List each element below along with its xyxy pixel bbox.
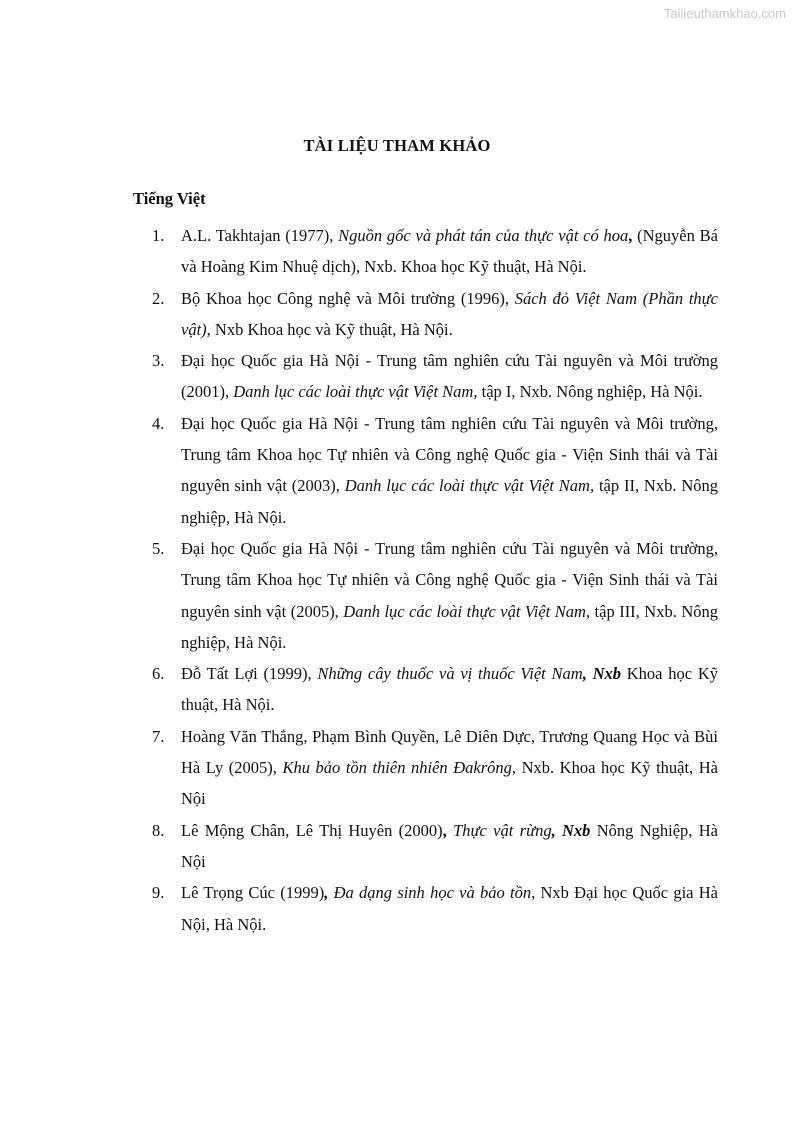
- reference-title: Danh lục các loài thực vật Việt Nam,: [233, 382, 478, 402]
- reference-item-7: [0, 721, 794, 815]
- reference-publisher: , Nxb. Khoa học Kỹ thuật, Hà Nội: [181, 758, 718, 809]
- reference-authors: A.L. Takhtajan (1977),: [181, 226, 339, 245]
- reference-item-3: [0, 345, 794, 408]
- reference-title: Khu bảo tồn thiên nhiên Đakrông: [282, 758, 512, 778]
- reference-publisher: Nông Nghiệp, Hà Nội: [181, 820, 718, 871]
- reference-bold-publisher: , Nxb: [551, 820, 591, 840]
- reference-item-9: [0, 877, 794, 940]
- reference-authors: Đại học Quốc gia Hà Nội - Trung tâm nghiên cứu Tài nguyên và Môi trường, Trung tâm Khoa học Tự nhiên và Công nghệ Quốc gia - Viện Sinh thái và Tài nguyên sinh vật (2003),: [181, 413, 718, 496]
- reference-number: 9.: [152, 883, 165, 903]
- reference-title: Danh lục các loài thực vật Việt Nam,: [344, 476, 595, 496]
- reference-item-5: [0, 533, 794, 658]
- reference-punct: ,: [628, 226, 633, 245]
- reference-title: Sách đỏ Việt Nam (Phần thực vật): [181, 288, 718, 339]
- reference-title: Danh lục các loài thực vật Việt Nam,: [343, 601, 591, 621]
- reference-item-4: [0, 408, 794, 533]
- reference-number: 4.: [152, 413, 165, 433]
- watermark: Tailieuthamkhao.com: [663, 6, 786, 21]
- reference-publisher: tập III, Nxb. Nông nghiệp, Hà Nội.: [181, 601, 718, 652]
- reference-number: 5.: [152, 538, 165, 558]
- reference-detail: (Nguyễn Bá và Hoàng Kim Nhuệ dịch): [181, 226, 718, 277]
- reference-publisher: , Nxb Khoa học và Kỹ thuật, Hà Nội.: [206, 319, 453, 339]
- reference-number: 1.: [152, 226, 165, 245]
- reference-number: 6.: [152, 664, 165, 684]
- section-heading: Tiếng Việt: [133, 189, 206, 208]
- reference-punct: ,: [356, 257, 361, 277]
- reference-title: Những cây thuốc và vị thuốc Việt Nam: [317, 664, 583, 684]
- reference-publisher: tập I, Nxb. Nông nghiệp, Hà Nội.: [477, 382, 703, 402]
- reference-authors: Đỗ Tất Lợi (1999),: [181, 664, 318, 684]
- reference-authors: Lê Mộng Chân, Lê Thị Huyên (2000): [181, 820, 443, 840]
- reference-authors: Đại học Quốc gia Hà Nội - Trung tâm nghiên cứu Tài nguyên và Môi trường, Trung tâm Khoa học Tự nhiên và Công nghệ Quốc gia - Viện Sinh thái và Tài nguyên sinh vật (2005),: [181, 538, 718, 621]
- reference-bold-publisher: , Nxb: [582, 664, 621, 684]
- reference-authors: Đại học Quốc gia Hà Nội - Trung tâm nghiên cứu Tài nguyên và Môi trường (2001),: [181, 351, 718, 402]
- reference-punct: ,: [442, 820, 447, 840]
- reference-publisher: Khoa học Kỹ thuật, Hà Nội.: [181, 664, 719, 715]
- reference-title: Nguồn gốc và phát tán của thực vật có hoa: [338, 226, 629, 245]
- reference-title: Đa dạng sinh học và bảo tồn: [328, 883, 532, 903]
- reference-number: 8.: [152, 820, 165, 840]
- reference-number: 7.: [152, 726, 165, 746]
- reference-item-8: [0, 815, 794, 878]
- reference-publisher: tập II, Nxb. Nông nghiệp, Hà Nội.: [181, 476, 718, 527]
- reference-item-6: [0, 658, 794, 721]
- reference-item-1: [0, 220, 794, 283]
- reference-number: 2.: [152, 288, 165, 308]
- reference-publisher: , Nxb Đại học Quốc gia Hà Nội, Hà Nội.: [181, 883, 718, 934]
- reference-title: Thực vật rừng: [446, 820, 552, 840]
- reference-publisher: Nxb. Khoa học Kỹ thuật, Hà Nội.: [360, 257, 587, 277]
- reference-item-2: [0, 283, 794, 346]
- reference-authors: Lê Trọng Cúc (1999): [181, 883, 325, 903]
- page-title: TÀI LIỆU THAM KHẢO: [303, 136, 491, 155]
- reference-authors: Bộ Khoa học Công nghệ và Môi trường (1996),: [181, 288, 515, 308]
- reference-punct: ,: [324, 883, 329, 903]
- reference-authors: Hoàng Văn Thắng, Phạm Bình Quyền, Lê Diên Dực, Trương Quang Học và Bùi Hà Ly (2005),: [181, 726, 718, 778]
- reference-number: 3.: [152, 351, 165, 371]
- reference-list: [0, 220, 794, 940]
